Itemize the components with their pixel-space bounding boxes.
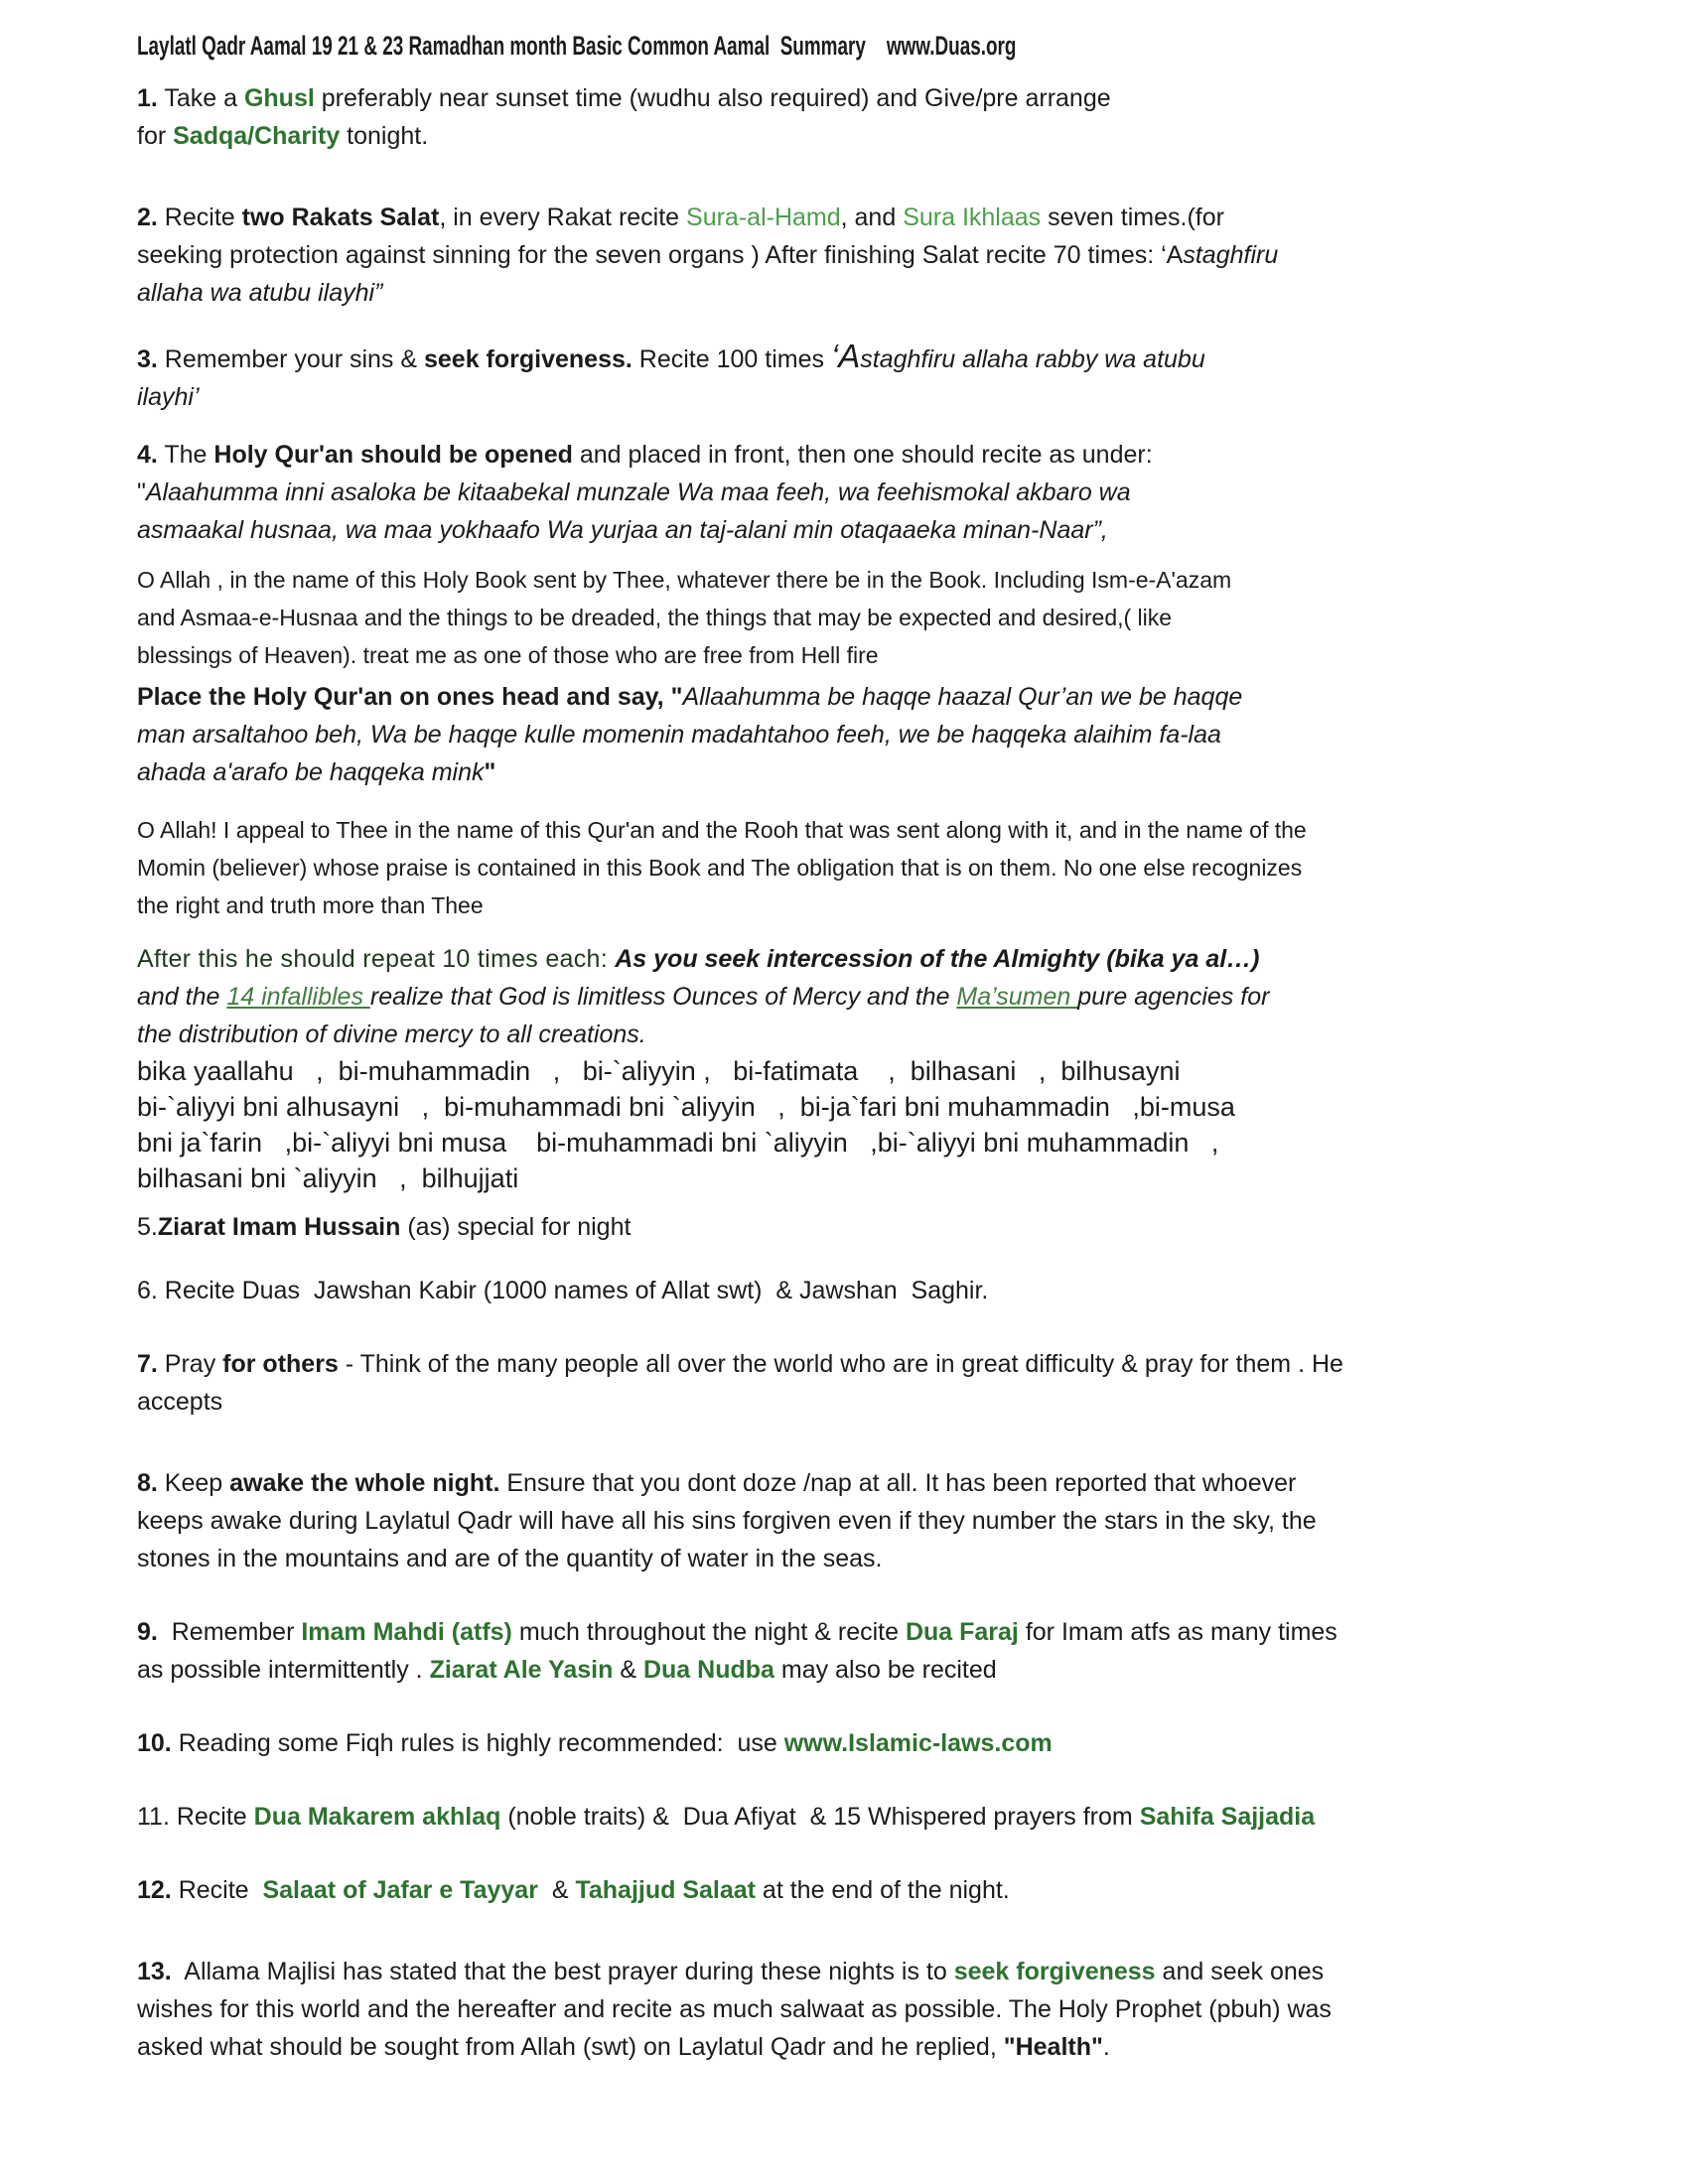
text-run: Reading some Fiqh rules is highly recommended: use bbox=[171, 1729, 784, 1757]
text-run: keeps awake during Laylatul Qadr will have all his sins forgiven even if they number the stars in the sky, the bbox=[137, 1507, 1317, 1535]
text-run: for bbox=[137, 122, 174, 150]
text-run: Holy Qur'an should be opened bbox=[213, 441, 573, 469]
text-run: 10. bbox=[137, 1729, 172, 1757]
text-run: and Asmaa-e-Husnaa and the things to be dreaded, the things that may be expected and desired,( like bbox=[137, 605, 1173, 630]
text-run: ‘A bbox=[830, 338, 861, 374]
text-run: seeking protection against sinning for the seven organs ) After finishing Salat recite 70 times: ‘A bbox=[137, 241, 1184, 269]
text-run: (as) special for night bbox=[400, 1213, 632, 1241]
text-line bbox=[137, 474, 1628, 511]
text-run: allaha wa atubu ilayhi” bbox=[137, 279, 383, 307]
text-run: " bbox=[484, 758, 496, 786]
text-line bbox=[137, 1383, 1628, 1421]
text-run: " bbox=[137, 478, 146, 506]
text-run: and the bbox=[137, 983, 227, 1011]
item-7 bbox=[137, 1345, 1628, 1421]
text-run: Pray bbox=[157, 1350, 223, 1378]
text-run: Ziarat Ale Yasin bbox=[429, 1656, 614, 1684]
text-run: 5. bbox=[137, 1213, 158, 1241]
text-line bbox=[137, 1613, 1628, 1651]
link-masumen[interactable]: Ma’sumen bbox=[956, 983, 1078, 1011]
item-3 bbox=[137, 338, 1628, 416]
item-2 bbox=[137, 199, 1628, 312]
text-run: asmaakal husnaa, wa maa yokhaafo Wa yurjaa an taj-alani min otaqaaeka minan-Naar”, bbox=[137, 516, 1108, 544]
text-line bbox=[137, 436, 1628, 474]
text-run: Keep bbox=[157, 1469, 230, 1497]
text-run: Remember bbox=[157, 1618, 302, 1646]
text-run: Sadqa/Charity bbox=[173, 122, 341, 150]
text-run: Dua Makarem akhlaq bbox=[253, 1803, 501, 1831]
text-run: seek forgiveness. bbox=[424, 345, 633, 373]
text-run: "Health" bbox=[1003, 2033, 1103, 2061]
text-line bbox=[137, 1160, 1628, 1196]
text-run: for Imam atfs as many times bbox=[1018, 1618, 1337, 1646]
quran-translation-1 bbox=[137, 561, 1628, 674]
text-run: Imam Mahdi (atfs) bbox=[301, 1618, 512, 1646]
text-run: bni ja`farin ,bi-`aliyyi bni musa bi-muhammadi bni `aliyyin ,bi-`aliyyi bni muhammadin , bbox=[137, 1128, 1219, 1158]
text-run: two Rakats Salat bbox=[241, 204, 440, 231]
text-run: ahada a'arafo be haqqeka mink bbox=[137, 758, 485, 786]
text-line bbox=[137, 811, 1628, 849]
text-line bbox=[137, 678, 1628, 716]
text-run: stones in the mountains and are of the quantity of water in the seas. bbox=[137, 1545, 883, 1572]
text-line bbox=[137, 511, 1628, 549]
item-1 bbox=[137, 79, 1628, 155]
text-line bbox=[137, 1540, 1628, 1577]
text-run: Take a bbox=[157, 84, 244, 112]
text-run: Allaahumma be haqqe haazal Qur’an we be haqqe bbox=[682, 683, 1243, 711]
text-run: Ensure that you dont doze /nap at all. It has been reported that whoever bbox=[499, 1469, 1297, 1497]
text-run: 11. Recite bbox=[137, 1803, 254, 1831]
text-run: asked what should be sought from Allah (swt) on Laylatul Qadr and he replied, bbox=[137, 2033, 1004, 2061]
text-run: , in every Rakat recite bbox=[439, 204, 687, 231]
text-run: tonight. bbox=[340, 122, 429, 150]
item-4 bbox=[137, 436, 1628, 549]
text-run: bika yaallahu , bi-muhammadin , bi-`aliyyin , bi-fatimata , bilhasani , bilhusayni bbox=[137, 1056, 1181, 1086]
text-run: wishes for this world and the hereafter and recite as much salwaat as possible. The Holy Prophet (pbuh) was bbox=[137, 1995, 1332, 2023]
text-run: 4. bbox=[137, 441, 158, 469]
text-line bbox=[137, 849, 1628, 887]
text-run: accepts bbox=[137, 1388, 223, 1416]
text-line bbox=[137, 2028, 1628, 2066]
text-line bbox=[137, 117, 1628, 155]
text-line bbox=[137, 79, 1628, 117]
link-islamic-laws[interactable]: www.Islamic-laws.com bbox=[783, 1729, 1053, 1757]
text-run: staghfiru allaha rabby wa atubu bbox=[860, 345, 1205, 373]
text-run: the distribution of divine mercy to all creations. bbox=[137, 1021, 646, 1048]
text-run: 8. bbox=[137, 1469, 158, 1497]
item-5 bbox=[137, 1208, 1628, 1246]
text-run: awake the whole night. bbox=[229, 1469, 500, 1497]
text-line bbox=[137, 236, 1628, 274]
item-9 bbox=[137, 1613, 1628, 1689]
text-run: as possible intermittently . bbox=[137, 1656, 430, 1684]
text-run: 12. bbox=[137, 1876, 172, 1904]
text-run: 2. bbox=[137, 204, 158, 231]
item-8 bbox=[137, 1464, 1628, 1577]
text-run: Alaahumma inni asaloka be kitaabekal munzale Wa maa feeh, wa feehismokal akbaro wa bbox=[145, 478, 1131, 506]
text-run: seven times.(for bbox=[1041, 204, 1224, 231]
text-run: bilhasani bni `aliyyin , bilhujjati bbox=[137, 1163, 519, 1193]
text-run: & bbox=[537, 1876, 576, 1904]
text-line bbox=[137, 1208, 1628, 1246]
text-line bbox=[137, 338, 1628, 378]
text-run: Place the Holy Qur'an on ones head and say, " bbox=[137, 683, 683, 711]
text-run: seek forgiveness bbox=[953, 1958, 1156, 1985]
bika-list bbox=[137, 1053, 1628, 1196]
text-run: Tahajjud Salaat bbox=[575, 1876, 756, 1904]
text-run: . bbox=[1102, 2033, 1110, 2061]
text-run: ilayhi’ bbox=[137, 383, 200, 411]
text-line bbox=[137, 1053, 1628, 1089]
text-run: man arsaltahoo beh, Wa be haqqe kulle momenin madahtahoo feeh, we be haqqeka alaihim fa-laa bbox=[137, 721, 1221, 749]
text-run: Sahifa Sajjadia bbox=[1139, 1803, 1316, 1831]
text-line bbox=[137, 1651, 1628, 1689]
text-line bbox=[137, 940, 1628, 978]
text-line bbox=[137, 1798, 1628, 1836]
item-13 bbox=[137, 1953, 1628, 2066]
text-line bbox=[137, 978, 1628, 1016]
text-line bbox=[137, 1345, 1628, 1383]
text-run: Sura-al-Hamd bbox=[686, 204, 841, 231]
text-run: at the end of the night. bbox=[755, 1876, 1010, 1904]
text-run: Ziarat Imam Hussain bbox=[157, 1213, 401, 1241]
text-run: Recite 100 times bbox=[632, 345, 831, 373]
text-line bbox=[137, 1953, 1628, 1990]
text-line bbox=[137, 1089, 1628, 1125]
quran-translation-2 bbox=[137, 811, 1628, 924]
text-line bbox=[137, 1464, 1628, 1502]
place-quran-instruction bbox=[137, 678, 1628, 791]
text-run: 7. bbox=[137, 1350, 158, 1378]
text-run: Momin (believer) whose praise is contained in this Book and The obligation that is on them. No one else recognizes bbox=[137, 855, 1303, 881]
text-line bbox=[137, 636, 1628, 674]
intercession-note bbox=[137, 940, 1628, 1053]
text-run: the right and truth more than Thee bbox=[137, 892, 484, 918]
text-run: Recite bbox=[157, 204, 242, 231]
text-run: 13. bbox=[137, 1958, 172, 1985]
text-run: staghfiru bbox=[1183, 241, 1279, 269]
text-line bbox=[137, 1724, 1628, 1762]
text-line bbox=[137, 199, 1628, 236]
text-line bbox=[137, 378, 1628, 416]
text-run: - Think of the many people all over the world who are in great difficulty & pray for them . He bbox=[338, 1350, 1343, 1378]
text-run: for others bbox=[222, 1350, 339, 1378]
text-run: blessings of Heaven). treat me as one of those who are free from Hell fire bbox=[137, 642, 879, 668]
text-run: 6. Recite Duas Jawshan Kabir (1000 names of Allat swt) & Jawshan Saghir. bbox=[137, 1277, 989, 1304]
link-14-infallibles[interactable]: 14 infallibles bbox=[226, 983, 370, 1011]
text-run: and seek ones bbox=[1155, 1958, 1325, 1985]
item-11 bbox=[137, 1798, 1628, 1836]
text-line bbox=[137, 887, 1628, 924]
text-run: realize that God is limitless Ounces of Mercy and the bbox=[369, 983, 957, 1011]
text-run: 9. bbox=[137, 1618, 158, 1646]
text-run: bi-`aliyyi bni alhusayni , bi-muhammadi bni `aliyyin , bi-ja`fari bni muhammadin ,bi-musa bbox=[137, 1092, 1235, 1122]
item-10 bbox=[137, 1724, 1628, 1762]
text-run: (noble traits) & Dua Afiyat & 15 Whispered prayers from bbox=[500, 1803, 1140, 1831]
item-12 bbox=[137, 1871, 1628, 1909]
text-line bbox=[137, 753, 1628, 791]
text-run: much throughout the night & recite bbox=[511, 1618, 906, 1646]
text-run: pure agencies for bbox=[1077, 983, 1270, 1011]
text-line bbox=[137, 1016, 1628, 1053]
text-run: As you seek intercession of the Almighty (bika ya al…) bbox=[615, 945, 1260, 973]
text-run: Sura Ikhlaas bbox=[903, 204, 1042, 231]
item-6 bbox=[137, 1272, 1628, 1309]
text-run: Ghusl bbox=[243, 84, 315, 112]
text-run: and placed in front, then one should recite as under: bbox=[572, 441, 1153, 469]
text-run: Recite bbox=[171, 1876, 263, 1904]
text-run: The bbox=[157, 441, 214, 469]
text-run: 1. bbox=[137, 84, 158, 112]
text-line bbox=[137, 1502, 1628, 1540]
text-run: After this he should repeat 10 times each: bbox=[137, 945, 616, 973]
text-line bbox=[137, 561, 1628, 599]
text-run: Salaat of Jafar e Tayyar bbox=[262, 1876, 538, 1904]
text-run: Dua Faraj bbox=[905, 1618, 1019, 1646]
text-run: preferably near sunset time (wudhu also required) and Give/pre arrange bbox=[314, 84, 1111, 112]
document-title: Laylatl Qadr Aamal 19 21 & 23 Ramadhan month Basic Common Aamal Summary www.Duas.org bbox=[137, 31, 1017, 61]
text-line bbox=[137, 599, 1628, 636]
text-run: Allama Majlisi has stated that the best prayer during these nights is to bbox=[171, 1958, 954, 1985]
text-line bbox=[137, 716, 1628, 753]
text-run: O Allah , in the name of this Holy Book sent by Thee, whatever there be in the Book. Including Ism-e-A'azam bbox=[137, 567, 1232, 593]
text-run: 3. bbox=[137, 345, 158, 373]
text-run: O Allah! I appeal to Thee in the name of this Qur'an and the Rooh that was sent along with it, and in the name of the bbox=[137, 817, 1307, 843]
text-run: Remember your sins & bbox=[157, 345, 424, 373]
text-line bbox=[137, 1871, 1628, 1909]
document-body bbox=[137, 79, 1628, 2066]
text-run: Dua Nudba bbox=[642, 1656, 774, 1684]
text-line bbox=[137, 1125, 1628, 1160]
text-run: may also be recited bbox=[774, 1656, 997, 1684]
text-run: & bbox=[613, 1656, 643, 1684]
text-line bbox=[137, 274, 1628, 312]
text-line bbox=[137, 1990, 1628, 2028]
text-run: , and bbox=[840, 204, 904, 231]
text-line bbox=[137, 1272, 1628, 1309]
